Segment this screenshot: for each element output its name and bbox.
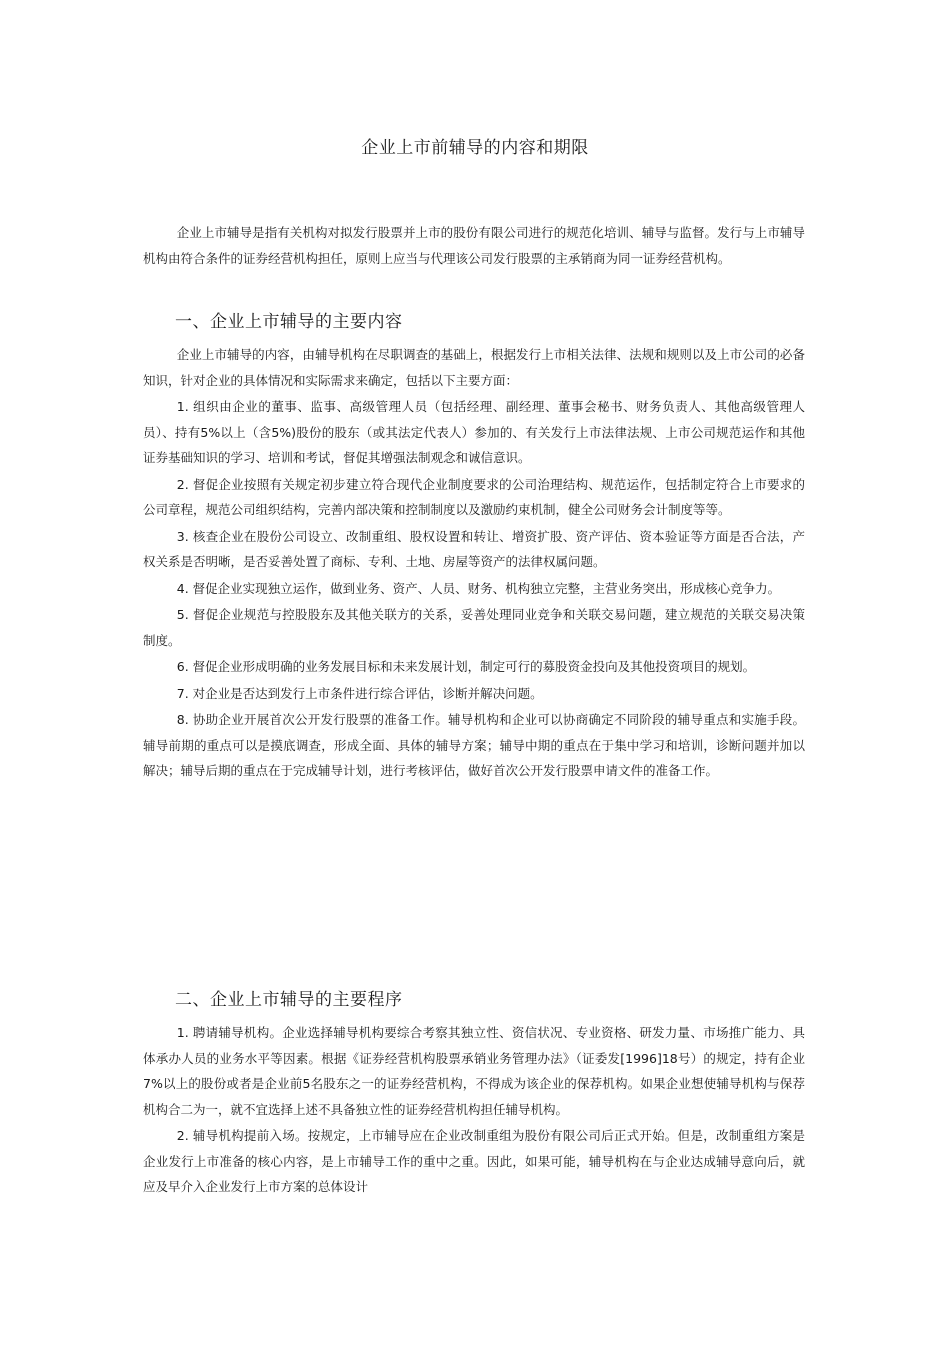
paragraph: 1. 组织由企业的董事、监事、高级管理人员（包括经理、副经理、董事会秘书、财务负责人、其他高级管理人员）、持有5%以上（含5%)股份的股东（或其法定代表人）参加的、有关发行上市法律法规、上市公司规范运作和其他证券基础知识的学习、培训和考试，督促其增强法制观念和诚信意识。 — [143, 399, 805, 465]
section-heading: 二、企业上市辅导的主要程序 — [175, 990, 403, 1010]
paragraph: 7. 对企业是否达到发行上市条件进行综合评估，诊断并解决问题。 — [176, 685, 543, 701]
paragraph: 企业上市辅导的内容，由辅导机构在尽职调查的基础上，根据发行上市相关法律、法规和规则以及上市公司的必备知识，针对企业的具体情况和实际需求来确定，包括以下主要方面： — [143, 347, 805, 388]
intro-block — [143, 220, 805, 271]
section-main-content — [143, 308, 805, 784]
paragraph: 1. 聘请辅导机构。企业选择辅导机构要综合考察其独立性、资信状况、专业资格、研发力量、市场推广能力、具体承办人员的业务水平等因素。根据《证券经营机构股票承销业务管理办法》（证委发[1996]18号）的规定，持有企业7%以上的股份或者是企业前5名股东之一的证券经营机构，不得成为该企业的保荐机构。如果企业想使辅导机构与保荐机构合二为一，就不宜选择上述不具备独立性的证券经营机构担任辅导机构。 — [143, 1025, 805, 1117]
paragraph: 3. 核查企业在股份公司设立、改制重组、股权设置和转让、增资扩股、资产评估、资本验证等方面是否合法，产权关系是否明晰，是否妥善处置了商标、专利、土地、房屋等资产的法律权属问题。 — [143, 528, 805, 569]
paragraph: 4. 督促企业实现独立运作，做到业务、资产、人员、财务、机构独立完整，主营业务突出，形成核心竞争力。 — [176, 580, 781, 596]
paragraph: 6. 督促企业形成明确的业务发展目标和未来发展计划，制定可行的募股资金投向及其他投资项目的规划。 — [176, 659, 756, 674]
section-main-procedure — [143, 986, 805, 1200]
intro-paragraph: 企业上市辅导是指有关机构对拟发行股票并上市的股份有限公司进行的规范化培训、辅导与监督。发行与上市辅导机构由符合条件的证券经营机构担任，原则上应当与代理该公司发行股票的主承销商为同一证券经营机构。 — [143, 225, 805, 266]
paragraph: 8. 协助企业开展首次公开发行股票的准备工作。辅导机构和企业可以协商确定不同阶段的辅导重点和实施手段。辅导前期的重点可以是摸底调查，形成全面、具体的辅导方案；辅导中期的重点在于集中学习和培训，诊断问题并加以解决；辅导后期的重点在于完成辅导计划，进行考核评估，做好首次公开发行股票申请文件的准备工作。 — [143, 712, 805, 778]
page-title: 企业上市前辅导的内容和期限 — [361, 138, 589, 158]
paragraph: 5. 督促企业规范与控股股东及其他关联方的关系，妥善处理同业竞争和关联交易问题，建立规范的关联交易决策制度。 — [143, 607, 805, 648]
section-heading: 一、企业上市辅导的主要内容 — [175, 312, 403, 332]
paragraph: 2. 辅导机构提前入场。按规定，上市辅导应在企业改制重组为股份有限公司后正式开始。但是，改制重组方案是企业发行上市准备的核心内容，是上市辅导工作的重中之重。因此，如果可能，辅导机构在与企业达成辅导意向后，就应及早介入企业发行上市方案的总体设计 — [143, 1128, 805, 1194]
paragraph: 2. 督促企业按照有关规定初步建立符合现代企业制度要求的公司治理结构、规范运作，包括制定符合上市要求的公司章程，规范公司组织结构，完善内部决策和控制制度以及激励约束机制，健全公司财务会计制度等等。 — [143, 476, 805, 517]
